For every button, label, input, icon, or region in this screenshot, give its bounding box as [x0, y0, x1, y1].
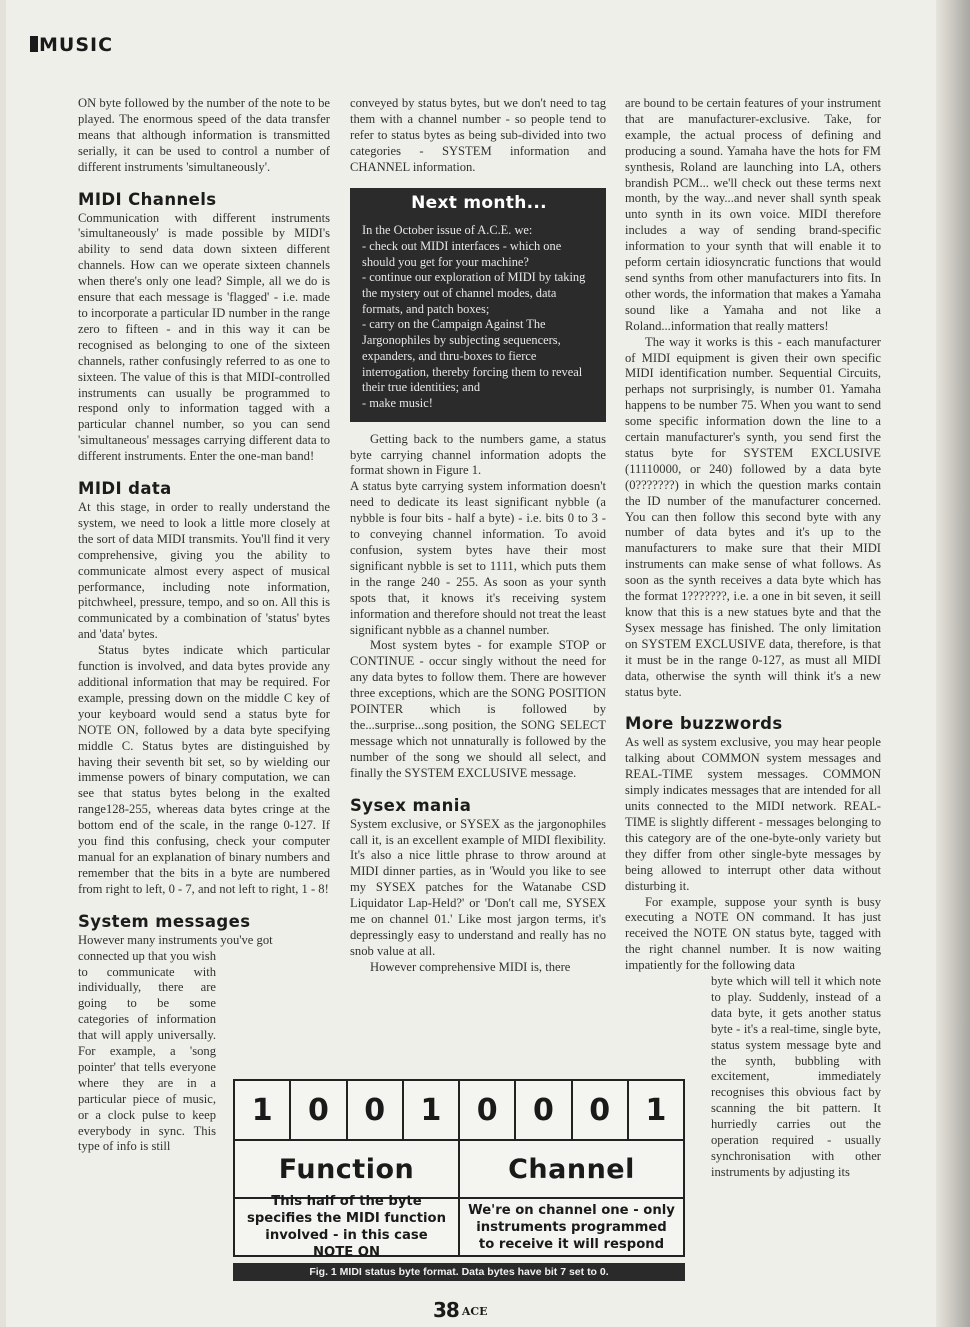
- bit-cell: 0: [291, 1081, 347, 1139]
- page-footer: [433, 1298, 488, 1322]
- page-spine-shadow: [936, 0, 970, 1327]
- paragraph: Status bytes indicate which particular function is involved, and data bytes provide any additional information that may be required. For example, pressing down on the middle C key of your keyboard would send a status byte for NOTE ON, followed by a data byte specifying middle C. Status bytes are distinguished by having their seventh bit set, so by wielding our immense powers of binary computation, we can see that status bytes belong in the exalted range128-255, whereas data bytes cringe at the bottom end of the scale, in the range 0-127. If you find this confusing, check your computer manual for an explanation of binary numbers and remember that the bits in a byte are numbered from right to left, 0 - 7, and not left to right, 1 - 8!: [78, 643, 330, 896]
- paragraph: For example, suppose your synth is busy executing a NOTE ON command. It has just received the NOTE ON status byte, tagged with the right channel number. It is now waiting impatiently for the following data: [625, 894, 881, 973]
- paragraph: connected up that you wish to communicate with individually, there are going to be some categories of information that will apply universally. For example, a 'song pointer' that tells everyone where they are in a particular piece of music, or a clock pulse to keep everybody in sync. This type of info is still: [78, 948, 216, 1154]
- figure-status-byte: [233, 1079, 685, 1281]
- heading-midi-data: MIDI data: [78, 479, 172, 499]
- heading-more-buzzwords: More buzzwords: [625, 714, 783, 734]
- function-half: [235, 1141, 460, 1260]
- next-month-box: [350, 188, 606, 422]
- paragraph: byte which will tell it which note to play. Suddenly, instead of a data byte, it gets another status byte - it's a real-time, single byte, status system message byte and the synth, bubbling with excitement, immediately recognises this obvious fact by scanning the bit pattern. It hurriedly carries out the operation required - usually synchronisation with other instruments by adjusting its: [711, 974, 881, 1179]
- section-marker-icon: [30, 36, 38, 52]
- paragraph: System exclusive, or SYSEX as the jargonophiles call it, is an excellent example of MIDI flexibility. It's also a nice little phrase to throw around at MIDI dinner parties, as in 'Would you like to see my SYSEX patches for the Watanabe CSD Liquidator Lap-Held?' or 'Don't call me, SYSEX me on channel 01.' Like most jargon terms, it's depressingly easy to understand and really has no snob value at all.: [350, 816, 606, 958]
- section-title: MUSIC: [39, 34, 114, 56]
- bit-cell: 0: [460, 1081, 516, 1139]
- bit-cell: 1: [645, 1092, 667, 1128]
- paragraph: Getting back to the numbers game, a status byte carrying channel information adopts the format shown in Figure 1.: [350, 431, 606, 478]
- heading-midi-channels: MIDI Channels: [78, 189, 217, 209]
- column-1: [78, 96, 330, 1155]
- paragraph: However comprehensive MIDI is, there: [370, 959, 571, 974]
- paragraph: However many instruments you've got: [78, 932, 273, 947]
- channel-half: [460, 1141, 683, 1255]
- page-number: 38: [433, 1298, 459, 1322]
- paragraph: Most system bytes - for example STOP or CONTINUE - occur singly without the need for any data bytes to follow them. There are however three exceptions, which are the SONG POSITION POINTER which is followed by the...surprise...song position, the SONG SELECT message which not unnaturally is followed by the number of the song we should all select, and finally the SYSTEM EXCLUSIVE message.: [350, 638, 606, 780]
- paragraph: ON byte followed by the number of the note to be played. The enormous speed of the data transfer means that although information is transmitted serially, it can be used to control a number of different instruments 'simultaneously'.: [78, 96, 330, 174]
- paragraph: A status byte carrying system information doesn't need to dedicate its least significant nybble (a nybble is four bits - half a byte) - i.e. bits 0 to 3 - to conveying channel information. To avoid confusion, system bytes have their most significant nybble is set to 1111, which puts them in the range 240 - 255. As soon as your synth spots that, it knows it's receiving system information and therefore should not treat the least significant nybble as a channel number.: [350, 479, 606, 637]
- paragraph: are bound to be certain features of your instrument that are manufacturer-exclusive. Take, for example, the actual process of defining and producing a sound. Yamaha have the hots for FM synthesis, Roland are launching into LA, others brandish PCM... we'll check out these terms next month, by the way...and never shall synth speak unto synth in its own voice. MIDI therefore includes a way of sending brand-specific information to your synth that will enable it to peform certain idiosyncratic functions that would send synths from other manufacturers into fits. In other words, the information that makes a Yamaha sound like a Yamaha and not like a Roland...information that really matters!: [625, 96, 881, 333]
- paragraph: conveyed by status bytes, but we don't need to tag them with a channel number - so people tend to refer to status bytes as being sub-divided into two categories - SYSTEM information and CHANNEL information.: [350, 96, 606, 174]
- bit-cell: 1: [235, 1081, 291, 1139]
- channel-label: Channel: [460, 1141, 683, 1199]
- paragraph: As well as system exclusive, you may hear people talking about COMMON system messages and REAL-TIME system messages. COMMON simply indicates messages that are intended for all units connected to the MIDI network. REAL-TIME is slightly different - messages belonging to this category are of the one-byte-only variety but they differ from other single-byte messages by being allowed to interrupt other data without disturbing it.: [625, 735, 881, 893]
- next-month-line: - make music!: [362, 395, 433, 410]
- section-header: [30, 34, 113, 56]
- channel-description: We're on channel one - only instruments programmed to receive it will respond: [468, 1202, 675, 1252]
- next-month-line: - continue our exploration of MIDI by taking the mystery out of channel modes, data formats, and patch boxes;: [362, 270, 586, 316]
- bit-cell: 0: [516, 1081, 572, 1139]
- nybble-row: [233, 1139, 685, 1260]
- next-month-title: Next month...: [411, 192, 547, 213]
- bit-cell: 0: [573, 1081, 629, 1139]
- next-month-line: In the October issue of A.C.E. we:: [362, 223, 533, 238]
- paragraph: At this stage, in order to really understand the system, we need to look a little more closely at the sort of data MIDI transmits. You'll find it very comprehensive, giving you the ability to communicate almost every aspect of musical performance, including note information, pitchwheel, pressure, tempo, and so on. All this is communicated by a combination of 'status' bytes and 'data' bytes.: [78, 500, 330, 642]
- figure-caption: Fig. 1 MIDI status byte format. Data bytes have bit 7 set to 0.: [233, 1263, 685, 1281]
- page-gutter: [0, 0, 6, 1327]
- column-2: [350, 96, 606, 976]
- column-3: [625, 96, 881, 1181]
- heading-sysex-mania: Sysex mania: [350, 795, 472, 815]
- heading-system-messages: System messages: [78, 911, 251, 931]
- magazine-brand: ACE: [461, 1305, 488, 1318]
- next-month-line: - check out MIDI interfaces - which one should you get for your machine?: [362, 238, 562, 269]
- paragraph: The way it works is this - each manufacturer of MIDI equipment is given their own specific MIDI identification number. Sequential Circuits, perhaps not surprisingly, is number 01. Yamaha happens to be number 75. When you want to send some specific information down the line to a certain manufacturer's synth, you send first the status byte for SYSTEM EXCLUSIVE (11110000, or 240) followed by a data byte (0???????) in which the question marks contain the ID number of the manufacturer concerned. You can then follow this second byte with any number of data bytes and it's up to the manufacturers to make sure that their MIDI instruments can make sense of what follows. As soon as the synth receives a data byte which has the format 1???????, i.e. a one in bit seven, it seill know that this is a new statues byte and that the Sysex message has finished. The only limitation on SYSTEM EXCLUSIVE data, therefore, is that it must be in the range 0-127, as must all MIDI data, otherwise the synth will think it's a new status byte.: [625, 334, 881, 699]
- bit-row: [233, 1079, 685, 1139]
- function-label: Function: [235, 1141, 458, 1199]
- paragraph: Communication with different instruments 'simultaneously' is made possible by MIDI's ability to send data down sixteen different channels. How can we operate sixteen channels when there's only one lead? Simple, all we do is ensure that each message is 'flagged' - i.e. made to incorporate a particular ID number in the range zero to fifteen - and in this way it can be recognised as belonging to one of the sixteen channels, rather confusingly referred to as one to sixteen. The value of this is that MIDI-controlled instruments can usually be programmed to respond only to information tagged with a particular channel number, so you can send 'simultaneous' messages carrying different data to different instruments. Enter the one-man band!: [78, 210, 330, 464]
- bit-cell: 0: [348, 1081, 404, 1139]
- next-month-line: - carry on the Campaign Against The Jargonophiles by subjecting sequencers, expanders, and thru-boxes to fierce interrogation, thereby forcing them to reveal their true identities; and: [362, 317, 583, 395]
- bit-cell: 1: [404, 1081, 460, 1139]
- function-description: This half of the byte specifies the MIDI function involved - in this case NOTE ON: [246, 1194, 447, 1260]
